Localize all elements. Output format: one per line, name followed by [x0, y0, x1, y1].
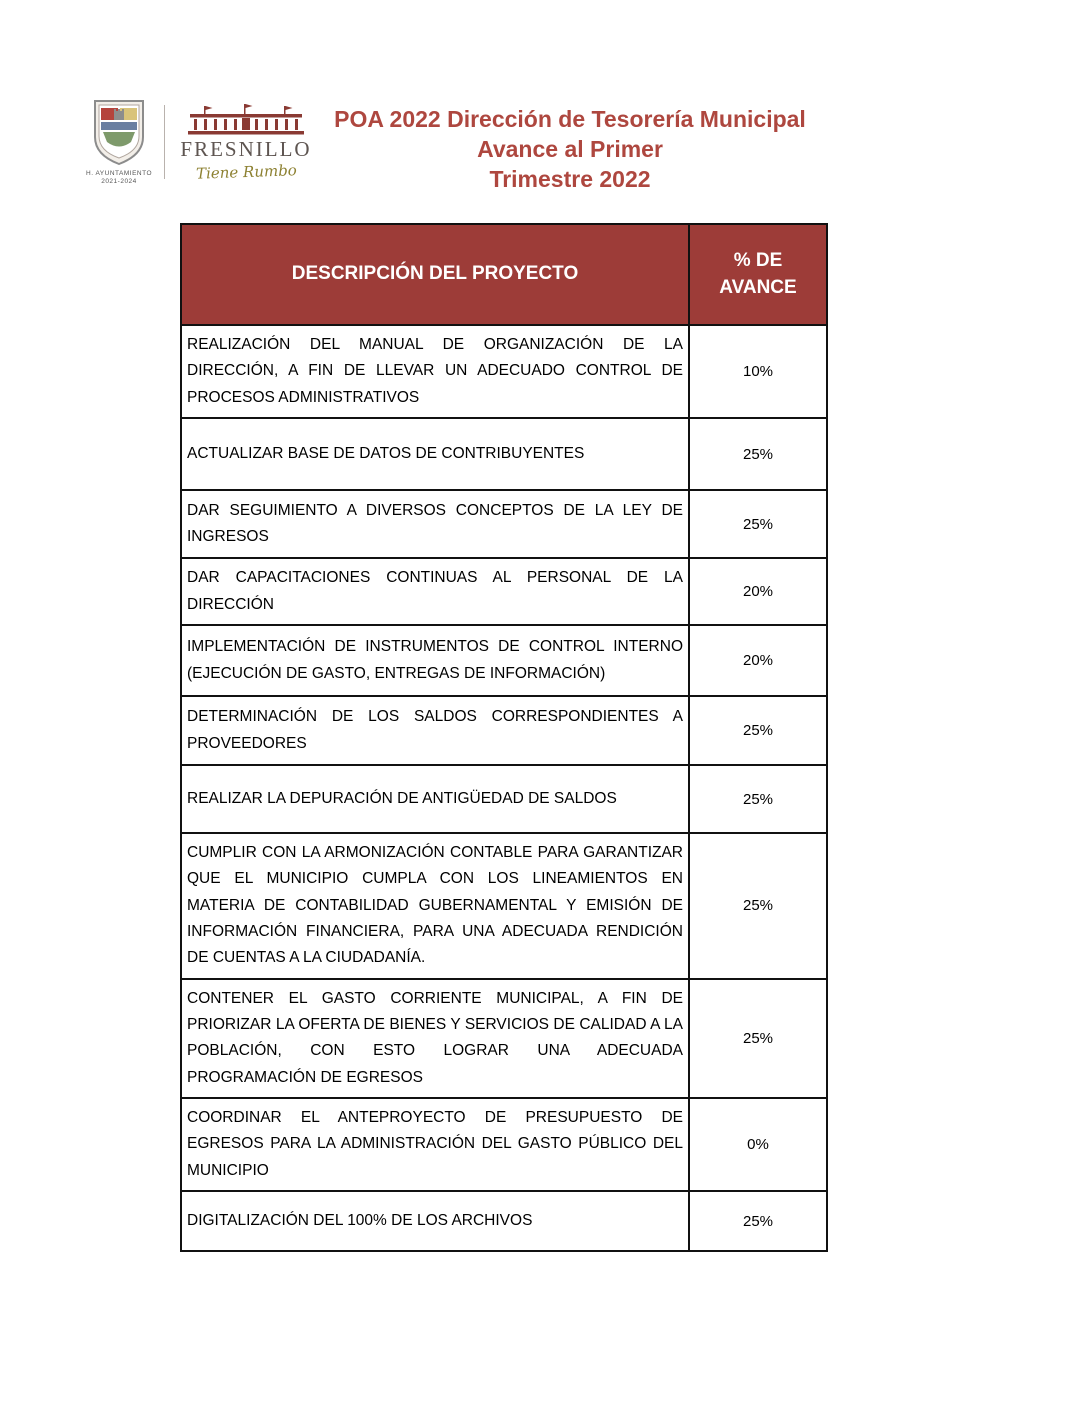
table-row: [181, 490, 827, 558]
table-row: [181, 418, 827, 490]
project-description-cell: ACTUALIZAR BASE DE DATOS DE CONTRIBUYENTES: [181, 418, 689, 490]
poa-table-container: [180, 223, 828, 1252]
table-row: [181, 625, 827, 696]
project-description-cell: REALIZACIÓN DEL MANUAL DE ORGANIZACIÓN DE LA DIRECCIÓN, A FIN DE LLEVAR UN ADECUADO CONTROL DE PROCESOS ADMINISTRATIVOS: [181, 325, 689, 418]
avance-value-cell: 0%: [689, 1098, 827, 1191]
table-row: [181, 696, 827, 765]
avance-value-cell: 25%: [689, 696, 827, 765]
table-row: [181, 765, 827, 833]
avance-value-cell: 20%: [689, 558, 827, 625]
table-row: [181, 1191, 827, 1251]
avance-value-cell: 25%: [689, 765, 827, 833]
municipal-seal-logo: [86, 98, 152, 186]
column-header-avance: % DE AVANCE: [689, 224, 827, 325]
avance-value-cell: 20%: [689, 625, 827, 696]
table-row: [181, 979, 827, 1098]
avance-value-cell: 25%: [689, 490, 827, 558]
seal-caption-years: 2021-2024: [101, 178, 137, 185]
project-description-cell: CUMPLIR CON LA ARMONIZACIÓN CONTABLE PARA GARANTIZAR QUE EL MUNICIPIO CUMPLA CON LOS LINEAMIENTOS EN MATERIA DE CONTABILIDAD GUBERNAMENTAL Y EMISIÓN DE INFORMACIÓN FINANCIERA, PARA UNA ADECUADA RENDICIÓN DE CUENTAS A LA CIUDADANÍA.: [181, 833, 689, 979]
table-row: [181, 558, 827, 625]
project-description-cell: DIGITALIZACIÓN DEL 100% DE LOS ARCHIVOS: [181, 1191, 689, 1251]
title-line-1: POA 2022 Dirección de Tesorería Municipal: [334, 106, 806, 132]
project-description-cell: REALIZAR LA DEPURACIÓN DE ANTIGÜEDAD DE SALDOS: [181, 765, 689, 833]
fresnillo-tagline: Tiene Rumbo: [195, 160, 297, 183]
project-description-cell: CONTENER EL GASTO CORRIENTE MUNICIPAL, A FIN DE PRIORIZAR LA OFERTA DE BIENES Y SERVICIOS DE CALIDAD A LA POBLACIÓN, CON ESTO LOGRAR UNA ADECUADA PROGRAMACIÓN DE EGRESOS: [181, 979, 689, 1098]
project-description-cell: DAR SEGUIMIENTO A DIVERSOS CONCEPTOS DE LA LEY DE INGRESOS: [181, 490, 689, 558]
title-line-3: Trimestre 2022: [489, 166, 651, 192]
avance-value-cell: 10%: [689, 325, 827, 418]
avance-value-cell: 25%: [689, 1191, 827, 1251]
avance-value-cell: 25%: [689, 418, 827, 490]
project-description-cell: COORDINAR EL ANTEPROYECTO DE PRESUPUESTO DE EGRESOS PARA LA ADMINISTRACIÓN DEL GASTO PÚBLICO DEL MUNICIPIO: [181, 1098, 689, 1191]
table-row: [181, 833, 827, 979]
logo-divider: [164, 105, 165, 179]
fresnillo-wordmark: FRESNILLO: [180, 136, 312, 161]
document-title: [280, 104, 860, 194]
project-description-cell: DAR CAPACITACIONES CONTINUAS AL PERSONAL DE LA DIRECCIÓN: [181, 558, 689, 625]
title-line-2: Avance al Primer: [477, 136, 663, 162]
column-header-descripcion: DESCRIPCIÓN DEL PROYECTO: [181, 224, 689, 325]
project-description-cell: IMPLEMENTACIÓN DE INSTRUMENTOS DE CONTROL INTERNO (EJECUCIÓN DE GASTO, ENTREGAS DE INFORMACIÓN): [181, 625, 689, 696]
seal-caption-top: H. AYUNTAMIENTO: [86, 170, 153, 178]
table-header-row: [181, 224, 827, 325]
poa-table: [180, 223, 828, 1252]
table-row: [181, 325, 827, 418]
table-row: [181, 1098, 827, 1191]
municipal-seal-icon: [87, 98, 151, 170]
avance-value-cell: 25%: [689, 979, 827, 1098]
project-description-cell: DETERMINACIÓN DE LOS SALDOS CORRESPONDIENTES A PROVEEDORES: [181, 696, 689, 765]
avance-value-cell: 25%: [689, 833, 827, 979]
